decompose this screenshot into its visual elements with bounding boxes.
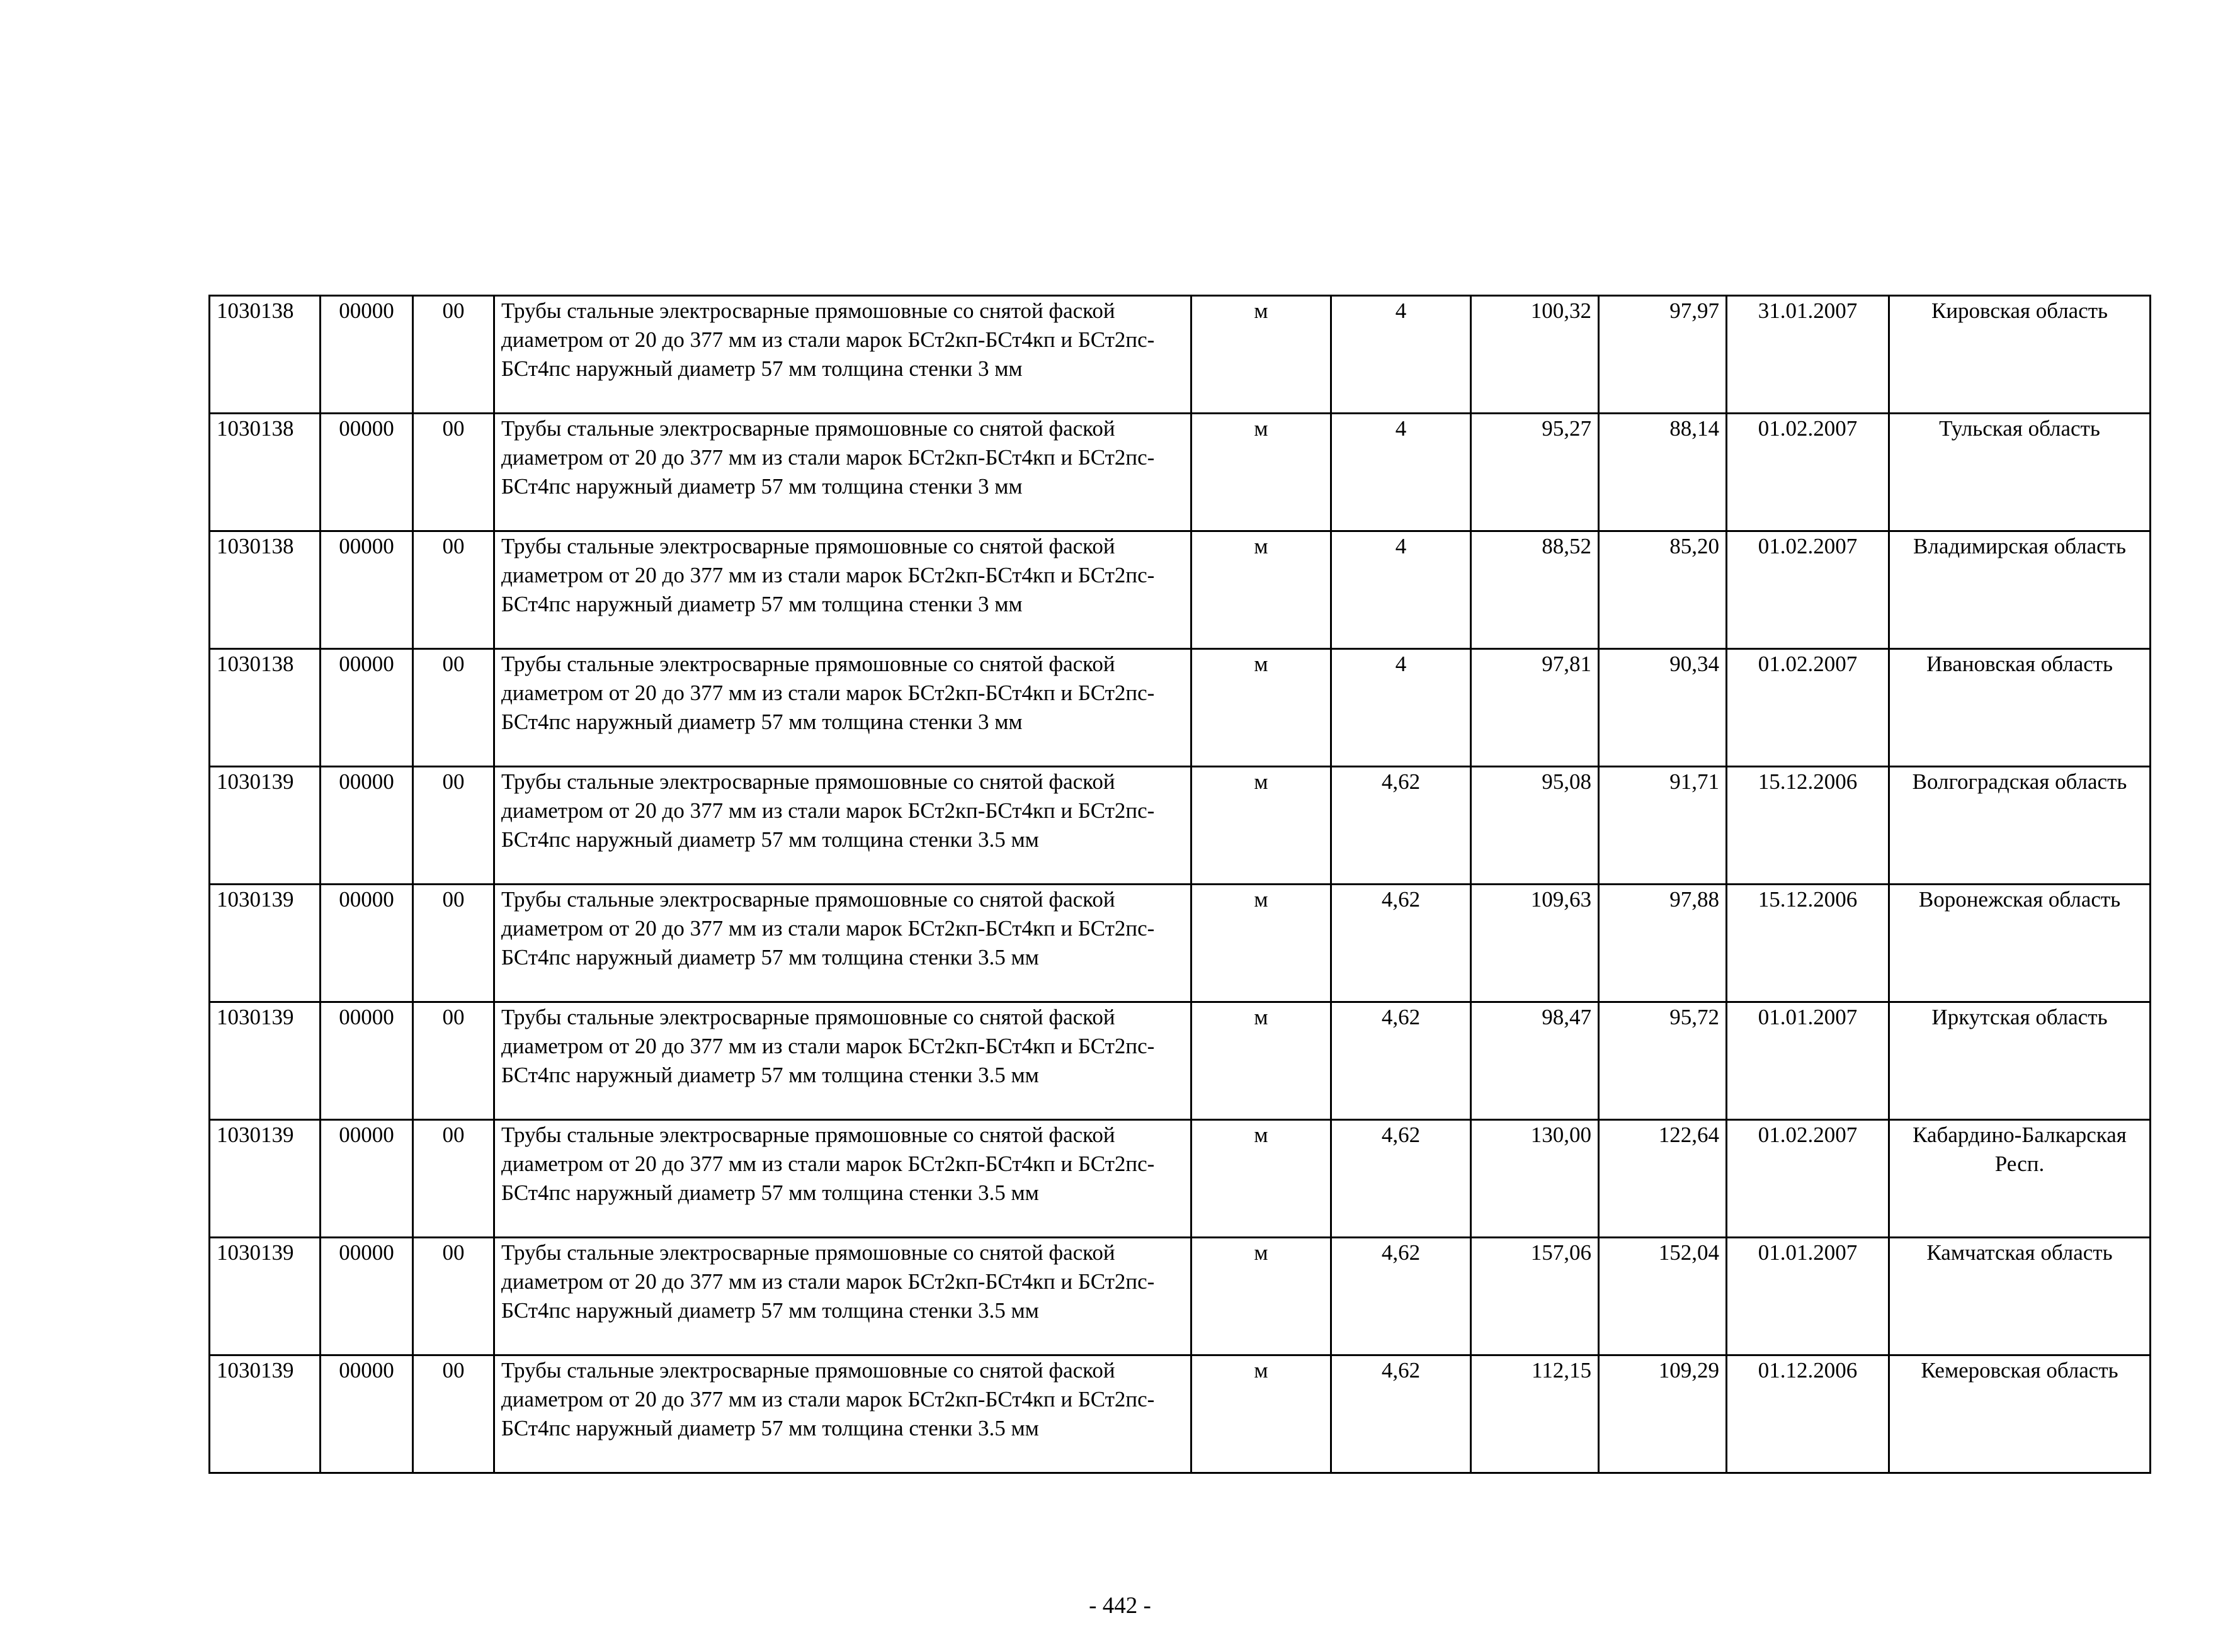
code-cell: 1030139 [210,1120,321,1238]
date-cell: 01.12.2006 [1727,1355,1889,1473]
quantity-cell: 4,62 [1331,767,1471,885]
table-row [210,414,2151,531]
suffix-cell: 00 [413,1120,494,1238]
price-cell: 112,15 [1471,1355,1599,1473]
subcode-cell: 00000 [321,1120,413,1238]
page-number: - 442 - [1089,1593,1151,1619]
suffix-cell: 00 [413,767,494,885]
price-cell-2: 152,04 [1599,1238,1727,1355]
quantity-cell: 4,62 [1331,885,1471,1002]
quantity-cell: 4 [1331,414,1471,531]
price-cell: 109,63 [1471,885,1599,1002]
unit-cell: м [1191,1238,1331,1355]
quantity-cell: 4 [1331,649,1471,767]
unit-cell: м [1191,767,1331,885]
quantity-cell: 4,62 [1331,1002,1471,1120]
region-cell: Волгоградская область [1889,767,2151,885]
description-cell: Трубы стальные электросварные прямошовные со снятой фаской диаметром от 20 до 377 мм из стали марок БСт2кп-БСт4кп и БСт2пс-БСт4пс наружный диаметр 57 мм толщина стенки 3.5 мм [494,1355,1191,1473]
price-cell-2: 97,88 [1599,885,1727,1002]
code-cell: 1030139 [210,1238,321,1355]
table-body [210,296,2151,1473]
quantity-cell: 4 [1331,531,1471,649]
table-row [210,649,2151,767]
region-cell: Кировская область [1889,296,2151,414]
unit-cell: м [1191,1120,1331,1238]
unit-cell: м [1191,296,1331,414]
description-cell: Трубы стальные электросварные прямошовные со снятой фаской диаметром от 20 до 377 мм из стали марок БСт2кп-БСт4кп и БСт2пс-БСт4пс наружный диаметр 57 мм толщина стенки 3 мм [494,296,1191,414]
suffix-cell: 00 [413,649,494,767]
quantity-cell: 4,62 [1331,1355,1471,1473]
price-cell: 95,27 [1471,414,1599,531]
description-cell: Трубы стальные электросварные прямошовные со снятой фаской диаметром от 20 до 377 мм из стали марок БСт2кп-БСт4кп и БСт2пс-БСт4пс наружный диаметр 57 мм толщина стенки 3.5 мм [494,1120,1191,1238]
description-cell: Трубы стальные электросварные прямошовные со снятой фаской диаметром от 20 до 377 мм из стали марок БСт2кп-БСт4кп и БСт2пс-БСт4пс наружный диаметр 57 мм толщина стенки 3.5 мм [494,1002,1191,1120]
description-cell: Трубы стальные электросварные прямошовные со снятой фаской диаметром от 20 до 377 мм из стали марок БСт2кп-БСт4кп и БСт2пс-БСт4пс наружный диаметр 57 мм толщина стенки 3.5 мм [494,1238,1191,1355]
table-row [210,1355,2151,1473]
date-cell: 01.02.2007 [1727,1120,1889,1238]
date-cell: 31.01.2007 [1727,296,1889,414]
price-cell: 95,08 [1471,767,1599,885]
region-cell: Тульская область [1889,414,2151,531]
region-cell: Кабардино-Балкарская Респ. [1889,1120,2151,1238]
price-cell: 130,00 [1471,1120,1599,1238]
subcode-cell: 00000 [321,1238,413,1355]
price-table [208,295,2151,1474]
unit-cell: м [1191,649,1331,767]
price-cell-2: 97,97 [1599,296,1727,414]
price-cell: 98,47 [1471,1002,1599,1120]
price-cell-2: 122,64 [1599,1120,1727,1238]
region-cell: Ивановская область [1889,649,2151,767]
price-cell: 97,81 [1471,649,1599,767]
code-cell: 1030139 [210,885,321,1002]
region-cell: Иркутская область [1889,1002,2151,1120]
unit-cell: м [1191,531,1331,649]
quantity-cell: 4,62 [1331,1238,1471,1355]
description-cell: Трубы стальные электросварные прямошовные со снятой фаской диаметром от 20 до 377 мм из стали марок БСт2кп-БСт4кп и БСт2пс-БСт4пс наружный диаметр 57 мм толщина стенки 3.5 мм [494,767,1191,885]
unit-cell: м [1191,1355,1331,1473]
price-cell-2: 109,29 [1599,1355,1727,1473]
table-row [210,1238,2151,1355]
date-cell: 01.02.2007 [1727,531,1889,649]
date-cell: 15.12.2006 [1727,885,1889,1002]
unit-cell: м [1191,885,1331,1002]
subcode-cell: 00000 [321,649,413,767]
table-row [210,531,2151,649]
code-cell: 1030138 [210,296,321,414]
suffix-cell: 00 [413,1355,494,1473]
description-cell: Трубы стальные электросварные прямошовные со снятой фаской диаметром от 20 до 377 мм из стали марок БСт2кп-БСт4кп и БСт2пс-БСт4пс наружный диаметр 57 мм толщина стенки 3 мм [494,414,1191,531]
subcode-cell: 00000 [321,531,413,649]
price-cell-2: 90,34 [1599,649,1727,767]
suffix-cell: 00 [413,296,494,414]
suffix-cell: 00 [413,885,494,1002]
subcode-cell: 00000 [321,1002,413,1120]
table-row [210,1120,2151,1238]
price-cell-2: 85,20 [1599,531,1727,649]
description-cell: Трубы стальные электросварные прямошовные со снятой фаской диаметром от 20 до 377 мм из стали марок БСт2кп-БСт4кп и БСт2пс-БСт4пс наружный диаметр 57 мм толщина стенки 3.5 мм [494,885,1191,1002]
region-cell: Воронежская область [1889,885,2151,1002]
region-cell: Кемеровская область [1889,1355,2151,1473]
suffix-cell: 00 [413,531,494,649]
subcode-cell: 00000 [321,1355,413,1473]
quantity-cell: 4 [1331,296,1471,414]
code-cell: 1030139 [210,1355,321,1473]
region-cell: Камчатская область [1889,1238,2151,1355]
date-cell: 01.02.2007 [1727,414,1889,531]
subcode-cell: 00000 [321,414,413,531]
price-cell-2: 95,72 [1599,1002,1727,1120]
subcode-cell: 00000 [321,885,413,1002]
date-cell: 01.02.2007 [1727,649,1889,767]
table-row [210,885,2151,1002]
table-row [210,1002,2151,1120]
code-cell: 1030139 [210,1002,321,1120]
suffix-cell: 00 [413,1238,494,1355]
description-cell: Трубы стальные электросварные прямошовные со снятой фаской диаметром от 20 до 377 мм из стали марок БСт2кп-БСт4кп и БСт2пс-БСт4пс наружный диаметр 57 мм толщина стенки 3 мм [494,531,1191,649]
suffix-cell: 00 [413,414,494,531]
code-cell: 1030138 [210,531,321,649]
date-cell: 01.01.2007 [1727,1002,1889,1120]
suffix-cell: 00 [413,1002,494,1120]
subcode-cell: 00000 [321,767,413,885]
date-cell: 01.01.2007 [1727,1238,1889,1355]
code-cell: 1030139 [210,767,321,885]
code-cell: 1030138 [210,649,321,767]
subcode-cell: 00000 [321,296,413,414]
code-cell: 1030138 [210,414,321,531]
table-row [210,296,2151,414]
price-cell: 88,52 [1471,531,1599,649]
quantity-cell: 4,62 [1331,1120,1471,1238]
region-cell: Владимирская область [1889,531,2151,649]
unit-cell: м [1191,414,1331,531]
table-row [210,767,2151,885]
description-cell: Трубы стальные электросварные прямошовные со снятой фаской диаметром от 20 до 377 мм из стали марок БСт2кп-БСт4кп и БСт2пс-БСт4пс наружный диаметр 57 мм толщина стенки 3 мм [494,649,1191,767]
price-cell: 100,32 [1471,296,1599,414]
price-cell-2: 88,14 [1599,414,1727,531]
unit-cell: м [1191,1002,1331,1120]
price-cell-2: 91,71 [1599,767,1727,885]
date-cell: 15.12.2006 [1727,767,1889,885]
price-cell: 157,06 [1471,1238,1599,1355]
